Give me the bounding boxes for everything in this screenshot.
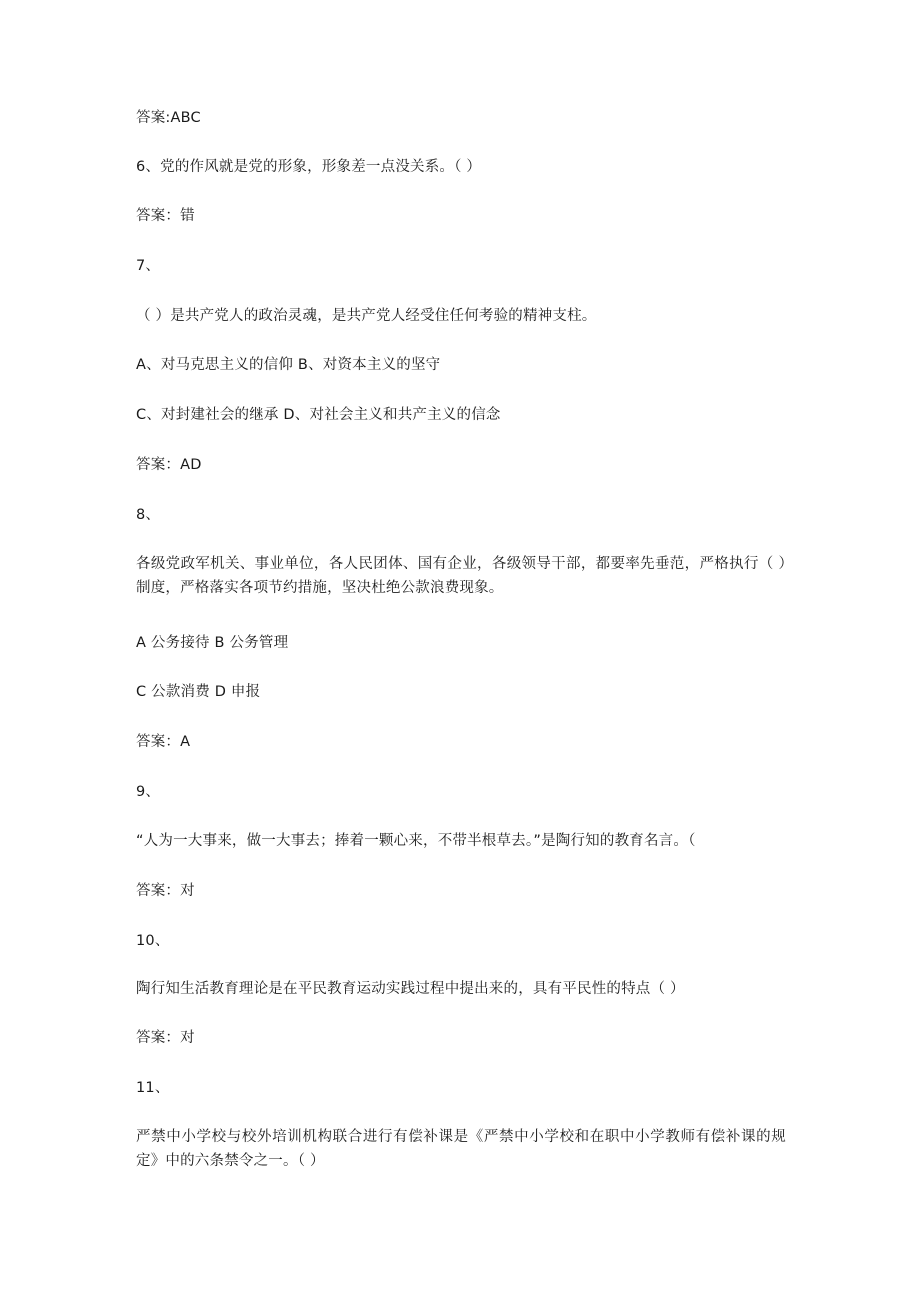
question-7-options-ab: A、对马克思主义的信仰 B、对资本主义的坚守 <box>136 357 441 373</box>
answer-8: 答案：A <box>136 734 191 750</box>
question-11-text: 严禁中小学校与校外培训机构联合进行有偿补课是《严禁中小学校和在职中小学教师有偿补课的规定》中的六条禁令之一。（ ） <box>136 1129 786 1169</box>
question-10-number: 10、 <box>136 933 170 949</box>
answer-9: 答案：对 <box>136 883 195 899</box>
question-11-number: 11、 <box>136 1080 170 1096</box>
question-7-number: 7、 <box>136 258 161 274</box>
question-8-number: 8、 <box>136 507 161 523</box>
question-9-number: 9、 <box>136 784 161 800</box>
question-10-text: 陶行知生活教育理论是在平民教育运动实践过程中提出来的，具有平民性的特点（ ） <box>136 981 685 997</box>
question-6: 6、党的作风就是党的形象，形象差一点没关系。（ ） <box>136 159 482 175</box>
question-7-text: （ ）是共产党人的政治灵魂，是共产党人经受住任何考验的精神支柱。 <box>136 308 597 324</box>
question-8-options-cd: C 公款消费 D 申报 <box>136 684 261 700</box>
question-8-options-ab: A 公务接待 B 公务管理 <box>136 635 289 651</box>
question-8-text: 各级党政军机关、事业单位，各人民团体、国有企业，各级领导干部，都要率先垂范，严格执行（ ）制度，严格落实各项节约措施，坚决杜绝公款浪费现象。 <box>136 556 786 596</box>
answer-10: 答案：对 <box>136 1030 195 1046</box>
answer-6: 答案：错 <box>136 208 195 224</box>
question-7-options-cd: C、对封建社会的继承 D、对社会主义和共产主义的信念 <box>136 407 501 423</box>
question-9-text: “人为一大事来，做一大事去；捧着一颗心来，不带半根草去。”是陶行知的教育名言。（ <box>136 833 696 849</box>
answer-5: 答案:ABC <box>136 110 201 126</box>
answer-7: 答案：AD <box>136 457 202 473</box>
